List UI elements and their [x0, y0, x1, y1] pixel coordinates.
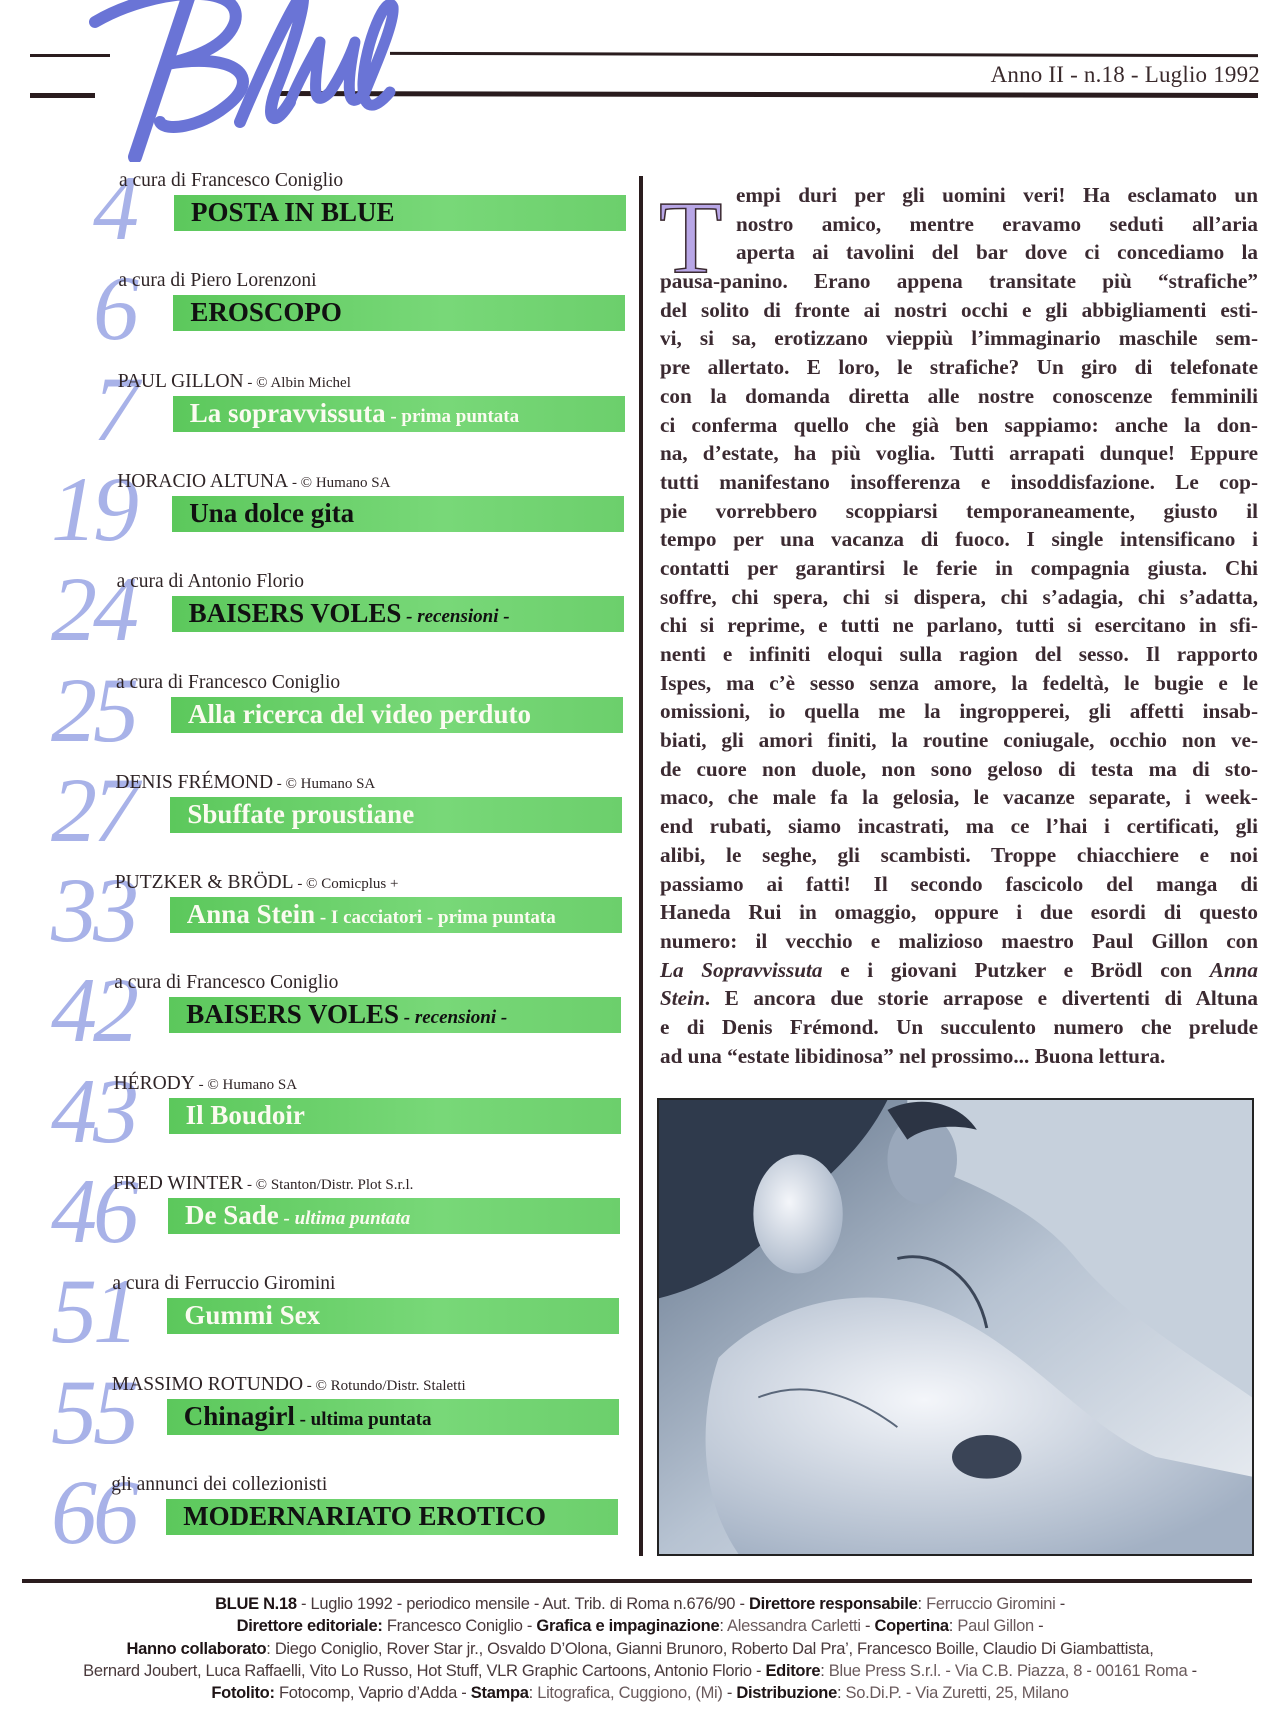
- text-line: [660, 1042, 1258, 1071]
- title-text: POSTA IN BLUE: [191, 197, 395, 227]
- text-line: [660, 497, 1258, 526]
- entry-credit: [112, 1374, 466, 1396]
- text-segment: chi si reprime, e tutti ne parlano, tutti si esercitano in sfi-: [660, 613, 1258, 638]
- credit-name: a cura di Antonio Florio: [116, 571, 304, 593]
- editorial-text: [660, 181, 1258, 1070]
- text-line: [660, 439, 1258, 468]
- text-line: [660, 697, 1258, 726]
- title-subtitle: - I cacciatori - prima puntata: [315, 907, 556, 929]
- page-number: 24: [51, 558, 135, 661]
- text-segment: e i giovani Putzker e Brödl con: [822, 957, 1210, 982]
- text-segment: nostro amico, mentre eravamo seduti all’aria: [736, 211, 1258, 236]
- colophon-label: Direttore editoriale:: [236, 1617, 383, 1636]
- text-segment: empi duri per gli uomini veri! Ha esclamato un: [736, 183, 1258, 207]
- page-number: 4: [93, 157, 135, 259]
- text-line: [660, 382, 1258, 411]
- entry-credit: [116, 672, 340, 694]
- page-number: 51: [51, 1260, 135, 1363]
- entry-title: [191, 197, 395, 228]
- colophon-text: :: [820, 1661, 829, 1680]
- copyright-note: - © Humano SA: [288, 474, 391, 491]
- entry-credit: [119, 170, 343, 192]
- credit-name: a cura di Francesco Coniglio: [119, 170, 344, 191]
- text-segment: end rubati, siamo incastrati, ma ce l’hai i certificati, gli: [660, 814, 1258, 839]
- text-segment: . E ancora due storie arrapose e divertenti di Altuna: [704, 986, 1258, 1011]
- entry-credit: [115, 872, 399, 894]
- text-line: [660, 296, 1258, 325]
- colophon-label: Distribuzione: [736, 1684, 837, 1703]
- italic-title: La Sopravvissuta: [660, 957, 823, 982]
- title-bar: [172, 596, 624, 632]
- toc-entry[interactable]: [0, 157, 640, 270]
- credit-name: gli annunci dei collezionisti: [111, 1473, 328, 1495]
- text-segment: del solito di fronte ai nostri occhi e gli abbigliamenti esti-: [660, 297, 1258, 322]
- page-number: 25: [51, 658, 135, 761]
- text-line: [660, 726, 1258, 755]
- text-segment: omissioni, io quella me la ingropperei, gli affetti insab-: [660, 699, 1258, 724]
- entry-title: [184, 1300, 320, 1331]
- entry-title: [185, 1200, 410, 1231]
- text-segment: pausa-panino. Erano appena transitate più “strafiche”: [660, 269, 1258, 294]
- colophon-text: -: [860, 1617, 875, 1636]
- entry-credit: [117, 471, 390, 493]
- header-rule-bottom: [275, 91, 1258, 98]
- text-line: [660, 984, 1258, 1013]
- copyright-note: - © Albin Michel: [243, 374, 351, 391]
- text-line: [660, 1013, 1258, 1042]
- italic-title: Anna: [1209, 957, 1258, 982]
- text-segment: aperta ai tavolini del bar dove ci concediamo la: [736, 240, 1258, 265]
- entry-title: [189, 498, 354, 529]
- text-line: [660, 956, 1258, 985]
- text-segment: con la domanda diretta alle nostre conoscenze femminili: [660, 383, 1258, 408]
- title-bar: [172, 496, 624, 532]
- colophon-line: [0, 1593, 1280, 1615]
- text-line: [736, 210, 1258, 239]
- entry-credit: [111, 1474, 327, 1496]
- toc-entry[interactable]: [0, 257, 640, 370]
- title-text: La sopravvissuta: [189, 397, 386, 428]
- text-segment: alibi, le seghe, gli scambisti. Troppe chiacchiere e noi: [660, 842, 1258, 867]
- page-number: 55: [51, 1360, 135, 1463]
- text-segment: tempo per una vacanza di fuoco. I single intensificano i: [660, 527, 1258, 552]
- credit-name: MASSIMO ROTUNDO: [111, 1373, 304, 1395]
- toc-entry[interactable]: [0, 558, 640, 671]
- issue-line: Anno II - n.18 - Luglio 1992: [990, 62, 1260, 87]
- text-segment: de cuore non duole, non sono geloso di testa ma di sto-: [660, 756, 1258, 781]
- text-line: [660, 468, 1258, 497]
- title-text: Gummi Sex: [184, 1300, 321, 1331]
- entry-title: [187, 799, 414, 830]
- toc-entry[interactable]: [0, 1059, 640, 1173]
- text-segment: maco, che male fa la gelosia, le vacanze separate, i week-: [660, 785, 1258, 810]
- title-subtitle: - ultima puntata: [278, 1208, 411, 1229]
- page-number: 46: [51, 1160, 135, 1262]
- copyright-note: - © Humano SA: [273, 775, 376, 792]
- text-segment: numero: il vecchio e malizioso maestro Paul Gillon con: [660, 928, 1258, 953]
- credit-name: HÉRODY: [113, 1072, 195, 1094]
- cover-illustration: [657, 1098, 1254, 1556]
- page-number: 42: [51, 959, 135, 1062]
- entry-credit: [118, 371, 351, 393]
- title-text: De Sade: [185, 1200, 279, 1230]
- text-line: [660, 324, 1258, 353]
- colophon-text: -: [722, 1684, 737, 1703]
- colophon-text: :: [836, 1684, 846, 1703]
- entry-title: [190, 297, 342, 328]
- colophon-text: -: [1187, 1661, 1197, 1680]
- text-segment: biati, gli amori finiti, la routine coniugale, occhio non ve-: [660, 728, 1258, 753]
- text-line: [660, 611, 1258, 640]
- text-line: [660, 353, 1258, 382]
- title-bar: [170, 797, 622, 833]
- text-segment: tutti manifestano insofferenza e insoddisfazione. Le cop-: [660, 469, 1258, 494]
- text-line: [660, 755, 1258, 784]
- title-subtitle: - prima puntata: [385, 405, 520, 427]
- toc-entry[interactable]: [0, 1360, 640, 1474]
- toc-entry[interactable]: [0, 1160, 640, 1273]
- credit-name: DENIS FRÉMOND: [115, 771, 274, 793]
- colophon-line: [0, 1638, 1280, 1660]
- text-segment: ad una “estate libidinosa” nel prossimo... Buona lettura.: [660, 1043, 1166, 1068]
- entry-title: [186, 1100, 305, 1131]
- credit-name: a cura di Piero Lorenzoni: [118, 270, 317, 292]
- colophon-value: So.Di.P. - Via Zuretti, 25, Milano: [845, 1684, 1069, 1703]
- copyright-note: - © Comicplus +: [293, 876, 399, 893]
- colophon-text: :: [528, 1684, 538, 1703]
- title-bar: [173, 396, 625, 432]
- page-number: 7: [93, 357, 135, 460]
- title-bar: [168, 1198, 620, 1234]
- colophon-label: Hanno collaborato: [126, 1639, 267, 1658]
- title-text: Alla ricerca del video perduto: [188, 698, 531, 729]
- colophon-value: Blue Press S.r.l. - Via C.B. Piazza, 8 - 00161 Roma: [828, 1661, 1188, 1680]
- colophon-text: -: [1055, 1595, 1065, 1613]
- title-text: Chinagirl: [183, 1400, 295, 1431]
- toc-entry[interactable]: [0, 758, 640, 872]
- text-segment: vi, si sa, erotizzano vieppiù l’immaginario maschile sem-: [660, 326, 1258, 351]
- title-bar: [166, 1499, 618, 1535]
- title-text: Una dolce gita: [189, 497, 355, 528]
- text-line: [660, 841, 1258, 870]
- text-segment: pre allertato. E loro, le strafiche? Un giro di telefonate: [660, 355, 1258, 380]
- page-number: 66: [51, 1460, 135, 1563]
- entry-title: [189, 598, 510, 629]
- toc-entry[interactable]: [0, 959, 640, 1072]
- colophon-text: -: [1033, 1617, 1044, 1636]
- title-bar: [174, 195, 626, 231]
- colophon-text: - Luglio 1992 - periodico mensile - Aut. Trib. di Roma n.676/90 -: [296, 1595, 749, 1613]
- text-line: [660, 898, 1258, 927]
- entry-title: [186, 999, 507, 1030]
- colophon-text: :: [917, 1595, 927, 1613]
- credit-name: a cura di Francesco Coniglio: [116, 671, 341, 693]
- colophon-label: Copertina: [874, 1617, 949, 1636]
- toc-entry[interactable]: [0, 357, 640, 471]
- page-number: 43: [51, 1059, 135, 1162]
- title-text: Anna Stein: [186, 899, 316, 930]
- credit-name: a cura di Francesco Coniglio: [114, 972, 339, 994]
- text-line: [660, 411, 1258, 440]
- text-segment: passiamo ai fatti! Il secondo fascicolo del manga di: [660, 871, 1258, 896]
- colophon-label: Fotolito:: [211, 1684, 275, 1703]
- colophon-value: Paul Gillon: [957, 1617, 1034, 1636]
- title-bar: [171, 697, 623, 733]
- title-text: EROSCOPO: [190, 297, 342, 328]
- colophon-value: Ferruccio Giromini: [926, 1595, 1056, 1613]
- page-number: 6: [93, 257, 135, 360]
- copyright-note: - © Stanton/Distr. Plot S.r.l.: [243, 1177, 414, 1193]
- copyright-note: - © Rotundo/Distr. Staletti: [303, 1377, 466, 1394]
- entry-credit: [114, 1073, 297, 1095]
- credit-name: a cura di Ferruccio Giromini: [112, 1273, 336, 1295]
- text-segment: soffre, chi spera, chi si dispera, chi s’adagia, chi s’adatta,: [660, 584, 1258, 609]
- entry-title: [188, 699, 531, 730]
- credit-name: PUTZKER & BRÖDL: [114, 872, 294, 894]
- colophon-text: :: [719, 1617, 728, 1636]
- colophon-line: [0, 1660, 1280, 1682]
- toc-entry[interactable]: [0, 658, 640, 772]
- title-bar: [167, 1298, 619, 1334]
- colophon: [0, 1593, 1280, 1704]
- header-rule-top: [390, 52, 1258, 57]
- colophon-text: : Diego Coniglio, Rover Star jr., Osvaldo D’Olona, Gianni Brunoro, Roberto Dal Pra’, Francesco Boille, Claudio Di Giambattista,: [266, 1639, 1154, 1658]
- blue-logo: [75, 0, 405, 162]
- title-subtitle: - recensioni -: [401, 606, 510, 628]
- colophon-text: Fotocomp, Vaprio d’Adda -: [274, 1684, 471, 1703]
- colophon-label: Direttore responsabile: [748, 1595, 918, 1613]
- page-number: 33: [51, 859, 135, 962]
- text-segment: pie vorrebbero scoppiarsi temporaneamente, giusto il: [660, 498, 1258, 523]
- text-line: [660, 669, 1258, 698]
- text-segment: contatti per garantirsi le ferie in compagnia giusta. Chi: [660, 555, 1258, 580]
- page-number: 19: [51, 457, 135, 560]
- colophon-label: BLUE N.18: [215, 1595, 297, 1613]
- entry-credit: [118, 270, 316, 292]
- italic-title: Stein: [660, 986, 705, 1011]
- entry-title: [183, 1501, 546, 1532]
- entry-title: [184, 1401, 432, 1432]
- colophon-value: Alessandra Carletti: [727, 1617, 861, 1636]
- credit-name: PAUL GILLON: [117, 370, 244, 392]
- page-number: 27: [51, 758, 135, 861]
- colophon-label: Grafica e impaginazione: [536, 1617, 720, 1636]
- colophon-value: Litografica, Cuggiono, (Mi): [537, 1684, 723, 1703]
- title-bar: [169, 997, 621, 1033]
- text-segment: ci conferma quello che già ben sappiamo: anche la don-: [660, 412, 1258, 437]
- colophon-text: Bernard Joubert, Luca Raffaelli, Vito Lo Russo, Hot Stuff, VLR Graphic Cartoons, Antonio Florio -: [83, 1661, 766, 1680]
- text-line: [660, 783, 1258, 812]
- toc-entry[interactable]: [0, 457, 640, 571]
- title-bar: [170, 897, 622, 933]
- copyright-note: - © Humano SA: [194, 1076, 298, 1093]
- entry-credit: [113, 1173, 413, 1195]
- colophon-text: :: [948, 1617, 958, 1636]
- text-line: [660, 554, 1258, 583]
- entry-title: [187, 899, 556, 930]
- entry-title: [190, 398, 519, 429]
- toc-entry[interactable]: [0, 859, 640, 972]
- toc-entry[interactable]: [0, 1260, 640, 1373]
- title-text: BAISERS VOLES: [186, 999, 399, 1030]
- entry-credit: [115, 772, 375, 794]
- text-line: [660, 267, 1258, 296]
- title-bar: [169, 1098, 621, 1134]
- title-text: Il Boudoir: [185, 1099, 305, 1130]
- colophon-line: [0, 1682, 1280, 1704]
- colophon-label: Stampa: [470, 1684, 529, 1703]
- text-segment: na, d’estate, ha più voglia. Tutti arrapati dunque! Eppure: [660, 441, 1258, 466]
- text-segment: Ispes, ma c’è sesso senza amore, la fedeltà, le bugie e le: [660, 670, 1258, 695]
- credit-name: HORACIO ALTUNA: [117, 470, 289, 492]
- title-text: Sbuffate proustiane: [187, 798, 415, 829]
- text-line: [660, 640, 1258, 669]
- text-line: [660, 812, 1258, 841]
- title-bar: [173, 295, 625, 331]
- title-text: BAISERS VOLES: [188, 598, 402, 629]
- colophon-line: [0, 1615, 1280, 1637]
- colophon-text: Francesco Coniglio -: [382, 1617, 537, 1636]
- entry-credit: [112, 1273, 335, 1295]
- text-line: [660, 927, 1258, 956]
- credit-name: FRED WINTER: [113, 1173, 244, 1194]
- text-segment: nenti e infiniti eloqui sulla ragion del sesso. Il rapporto: [660, 642, 1258, 666]
- footer-rule: [22, 1579, 1252, 1583]
- column-divider: [639, 176, 643, 1556]
- text-segment: e di Denis Frémond. Un succulento numero che prelude: [660, 1014, 1258, 1039]
- title-subtitle: - ultima puntata: [294, 1408, 432, 1430]
- title-subtitle: - recensioni -: [399, 1007, 508, 1029]
- text-line: [660, 583, 1258, 612]
- title-bar: [167, 1399, 619, 1435]
- text-line: [660, 525, 1258, 554]
- text-segment: Haneda Rui in omaggio, oppure i due esordi di questo: [660, 900, 1258, 925]
- drop-cap: T: [659, 180, 723, 295]
- toc-entry[interactable]: [0, 1460, 640, 1574]
- title-text: MODERNARIATO EROTICO: [183, 1500, 546, 1531]
- shadow-mark: [952, 1435, 1022, 1479]
- colophon-label: Editore: [765, 1661, 821, 1680]
- text-line: [736, 238, 1258, 267]
- text-line: [736, 181, 1258, 210]
- woman-face: [753, 1155, 842, 1274]
- entry-credit: [114, 972, 338, 994]
- entry-credit: [117, 571, 304, 593]
- text-line: [660, 870, 1258, 899]
